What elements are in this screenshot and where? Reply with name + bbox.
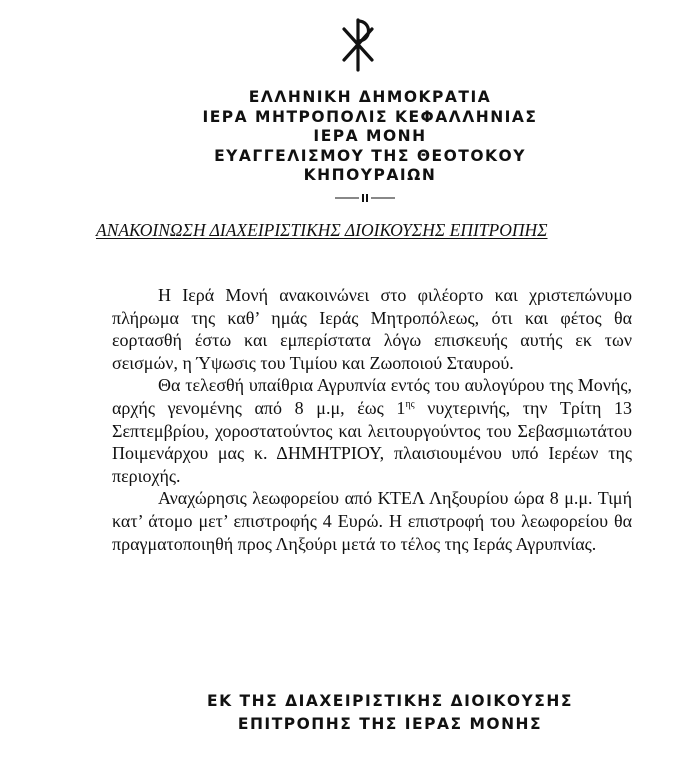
chi-rho-icon [338, 16, 378, 72]
vigil-text-end: νυχτερινής, την Τρίτη 13 Σεπτεμβρίου, χοροστατούντος και λειτουργούντος του Σεβασμιωτάτου Ποιμενάρχου μας κ. ΔΗΜΗΤΡΙΟΥ, πλαισιουμένου υπό Ιερέων της περιοχής. [112, 397, 633, 486]
letterhead [150, 88, 590, 186]
header-divider [335, 192, 395, 204]
paragraph-vigil [112, 374, 632, 487]
announcement-body [112, 284, 632, 555]
signature-block [160, 690, 620, 736]
header-line-monastery: ΙΕΡΑ ΜΟΝΗ [313, 127, 427, 145]
header-line-metropolis: ΙΕΡΑ ΜΗΤΡΟΠΟΛΙΣ ΚΕΦΑΛΛΗΝΙΑΣ [202, 107, 538, 126]
header-line-dedication: ΕΥΑΓΓΕΛΙΣΜΟΥ ΤΗΣ ΘΕΟΤΟΚΟΥ [214, 146, 526, 165]
paragraph-bus: Αναχώρησις λεωφορείου από ΚΤΕΛ Ληξουρίου ώρα 8 μ.μ. Τιμή κατ’ άτομο μετ’ επιστροφής 4 Ευρώ. Η επιστροφή του λεωφορείου θα πραγματοποιηθή προς Ληξούρι μετά το τέλος της Ιεράς Αγρυπνίας. [112, 488, 632, 554]
ordinal-suffix: ης [405, 398, 415, 410]
header-line-republic: ΕΛΛΗΝΙΚΗ ΔΗΜΟΚΡΑΤΙΑ [248, 88, 492, 106]
signature-line-1: ΕΚ ΤΗΣ ΔΙΑΧΕΙΡΙΣΤΙΚΗΣ ΔΙΟΙΚΟΥΣΗΣ [207, 692, 573, 710]
header-line-location: ΚΗΠΟΥΡΑΙΩΝ [303, 166, 437, 184]
vigil-text-start: Θα τελεσθή υπαίθρια Αγρυπνία εντός του αυλογύρου της Μονής, αρχής γενομένης από 8 μ.μ, έως 1 [112, 375, 632, 418]
paragraph-feast: Η Ιερά Μονή ανακοινώνει στο φιλέορτο και χριστεπώνυμο πλήρωμα της καθ’ ημάς Ιεράς Μητροπόλεως, ότι και φέτος θα εορτασθή έστω και εμπερίστατα λόγω επισκευής αυτής εκ των σεισμών, η Ύψωσις του Τιμίου και Ζωοποιού Σταυρού. [112, 285, 632, 373]
signature-line-2: ΕΠΙΤΡΟΠΗΣ ΤΗΣ ΙΕΡΑΣ ΜΟΝΗΣ [237, 715, 543, 733]
announcement-title: ΑΝΑΚΟΙΝΩΣΗ ΔΙΑΧΕΙΡΙΣΤΙΚΗΣ ΔΙΟΙΚΟΥΣΗΣ ΕΠΙΤΡΟΠΗΣ [96, 220, 548, 240]
